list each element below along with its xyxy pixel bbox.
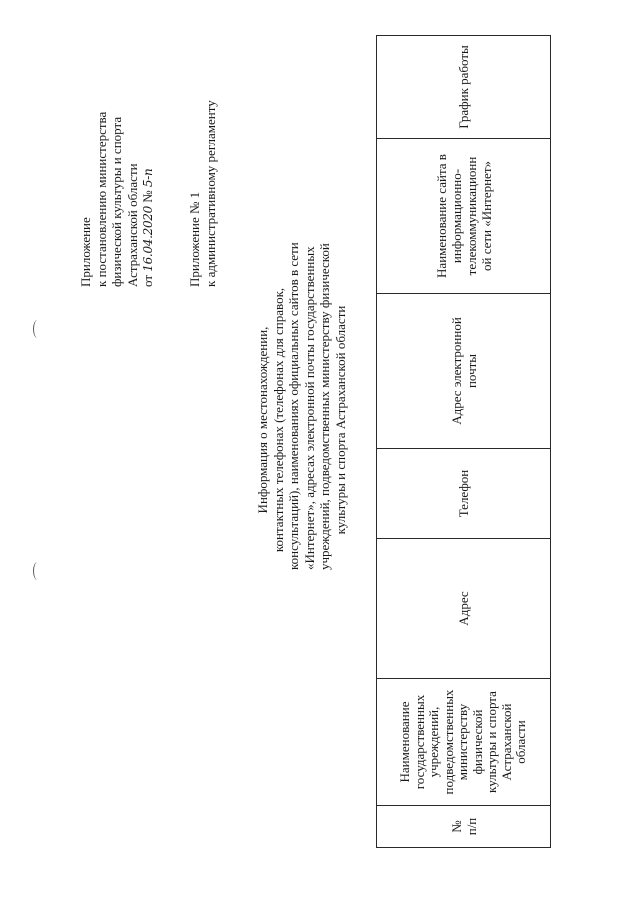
column-header-website: Наименование сайта в информационно- телекоммуникационн ой сети «Интернет» — [377, 139, 551, 294]
punch-hole-mark — [33, 562, 42, 580]
appendix-number: Приложение № 1 — [187, 191, 202, 287]
heading-line: «Интернет», адресах электронной почты государственных — [301, 246, 317, 570]
appendix-date-line — [140, 112, 157, 287]
appendix-header — [78, 112, 157, 287]
appendix-line: физической культуры и спорта — [109, 116, 124, 287]
appendix-reference — [187, 100, 218, 287]
column-header-address: Адрес — [377, 539, 551, 679]
column-header-number: № п/п — [377, 806, 551, 848]
column-header-phone: Телефон — [377, 449, 551, 539]
table-header-row — [377, 36, 551, 848]
number-prefix: № — [140, 190, 155, 203]
info-heading — [255, 242, 348, 570]
date-prefix: от — [140, 274, 155, 287]
column-header-email: Адрес электронной почты — [377, 294, 551, 449]
heading-line: учреждений, подведомственных министерству физической — [317, 243, 332, 570]
heading-line: консультаций), наименованиях официальных сайтов в сети — [286, 242, 301, 570]
heading-line: Информация о местонахождении, — [255, 326, 270, 514]
heading-line: культуры и спорта Астраханской области — [332, 305, 348, 535]
column-header-institution-name: Наименование государственных учреждений, подведомственных министерству физической культуры и спорта Астраханской области — [377, 679, 551, 806]
heading-line: контактных телефонах (телефонах для справок, — [270, 287, 286, 553]
institutions-table — [376, 35, 551, 848]
regulation-reference: к административному регламенту — [202, 100, 218, 287]
appendix-line: к постановлению министерства — [93, 111, 109, 287]
appendix-line: Астраханской области — [124, 163, 140, 287]
handwritten-date: 16.04.2020 — [141, 206, 155, 272]
punch-hole-mark — [33, 320, 42, 338]
handwritten-number: 5-п — [141, 168, 155, 188]
appendix-title: Приложение — [78, 217, 93, 287]
column-header-schedule: График работы — [377, 36, 551, 139]
